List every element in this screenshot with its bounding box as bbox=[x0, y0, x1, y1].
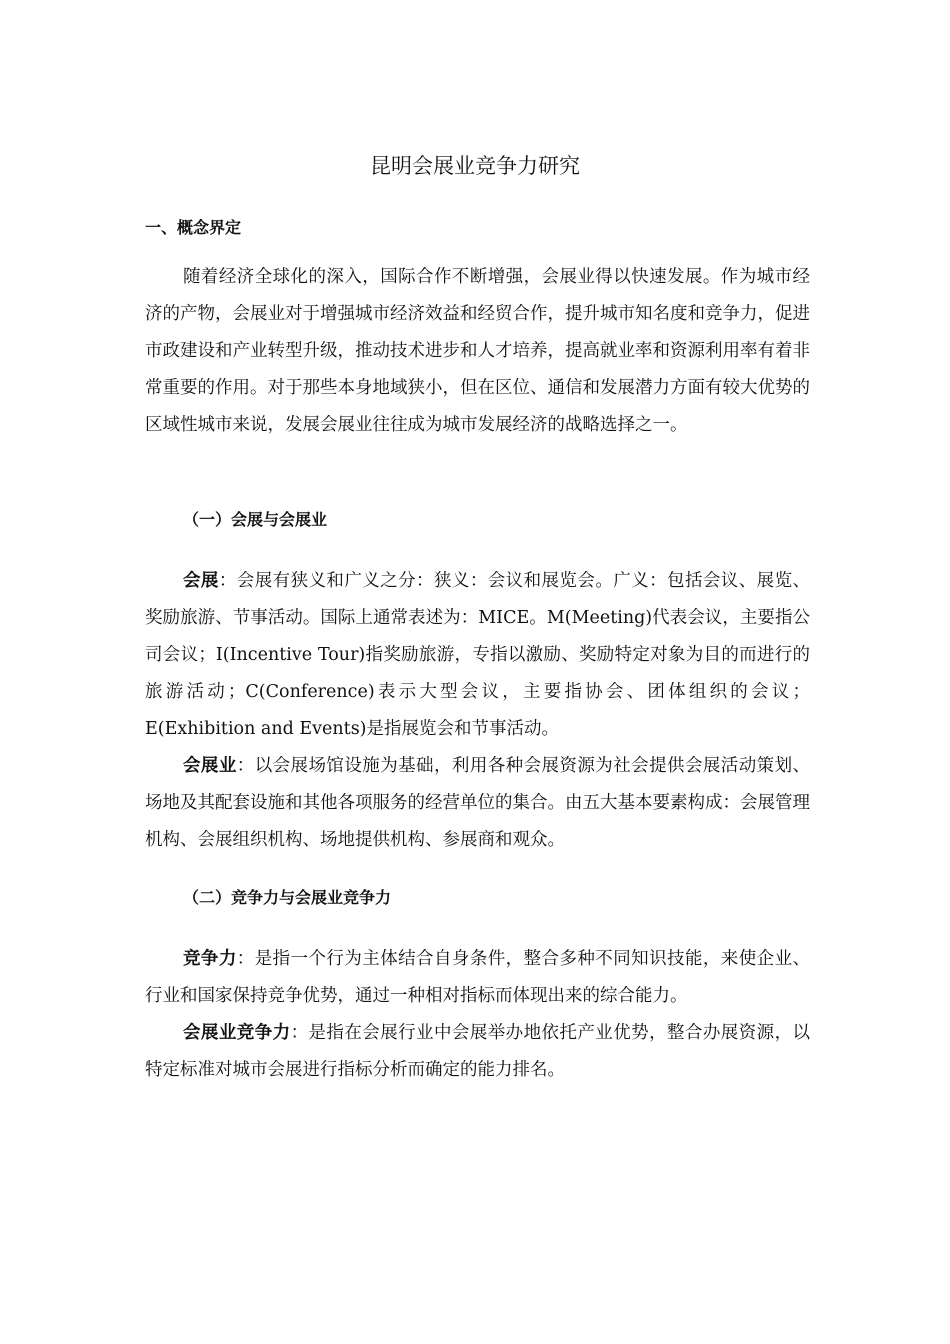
definition-exhibition: ：会展有狭义和广义之分：狭义：会议和展览会。广义：包括会议、展览、奖励旅游、节事活动。国际上通常表述为：MICE。M(Meeting)代表会议，主要指公司会议；I(Incentive Tour)指奖励旅游，专指以激励、奖励特定对象为目的而进行的旅游活动；C(Conference)表示大型会议，主要指协会、团体组织的会议；E(Exhibition and Events)是指展览会和节事活动。 bbox=[145, 571, 811, 739]
subsection-heading-competitiveness: （二）竞争力与会展业竞争力 bbox=[183, 888, 392, 907]
section-heading-concept-definition: 一、概念界定 bbox=[145, 218, 242, 237]
paragraph-exhibition-definition bbox=[145, 563, 810, 748]
subsection-heading-exhibition: （一）会展与会展业 bbox=[183, 510, 328, 529]
term-exhibition-competitiveness: 会展业竞争力 bbox=[183, 1023, 291, 1043]
definition-exhibition-industry: ：以会展场馆设施为基础，利用各种会展资源为社会提供会展活动策划、场地及其配套设施和其他各项服务的经营单位的集合。由五大基本要素构成：会展管理机构、会展组织机构、场地提供机构、参展商和观众。 bbox=[145, 756, 810, 850]
paragraph-exhibition-industry-definition bbox=[145, 748, 810, 859]
paragraph-exhibition-competitiveness-definition bbox=[145, 1015, 810, 1089]
paragraph-competitiveness-definition bbox=[145, 941, 810, 1015]
definition-competitiveness: ：是指一个行为主体结合自身条件，整合多种不同知识技能，来使企业、行业和国家保持竞争优势，通过一种相对指标而体现出来的综合能力。 bbox=[145, 949, 810, 1006]
intro-paragraph: 随着经济全球化的深入，国际合作不断增强，会展业得以快速发展。作为城市经济的产物，会展业对于增强城市经济效益和经贸合作，提升城市知名度和竞争力，促进市政建设和产业转型升级，推动技术进步和人才培养，提高就业率和资源利用率有着非常重要的作用。对于那些本身地域狭小，但在区位、通信和发展潜力方面有较大优势的区域性城市来说，发展会展业往往成为城市发展经济的战略选择之一。 bbox=[145, 267, 810, 435]
document-title: 昆明会展业竞争力研究 bbox=[370, 154, 580, 178]
definition-exhibition-competitiveness: ：是指在会展行业中会展举办地依托产业优势，整合办展资源，以特定标准对城市会展进行指标分析而确定的能力排名。 bbox=[145, 1023, 811, 1080]
term-exhibition-industry: 会展业 bbox=[183, 756, 237, 776]
term-competitiveness: 竞争力 bbox=[183, 949, 237, 969]
term-exhibition: 会展 bbox=[183, 571, 219, 591]
